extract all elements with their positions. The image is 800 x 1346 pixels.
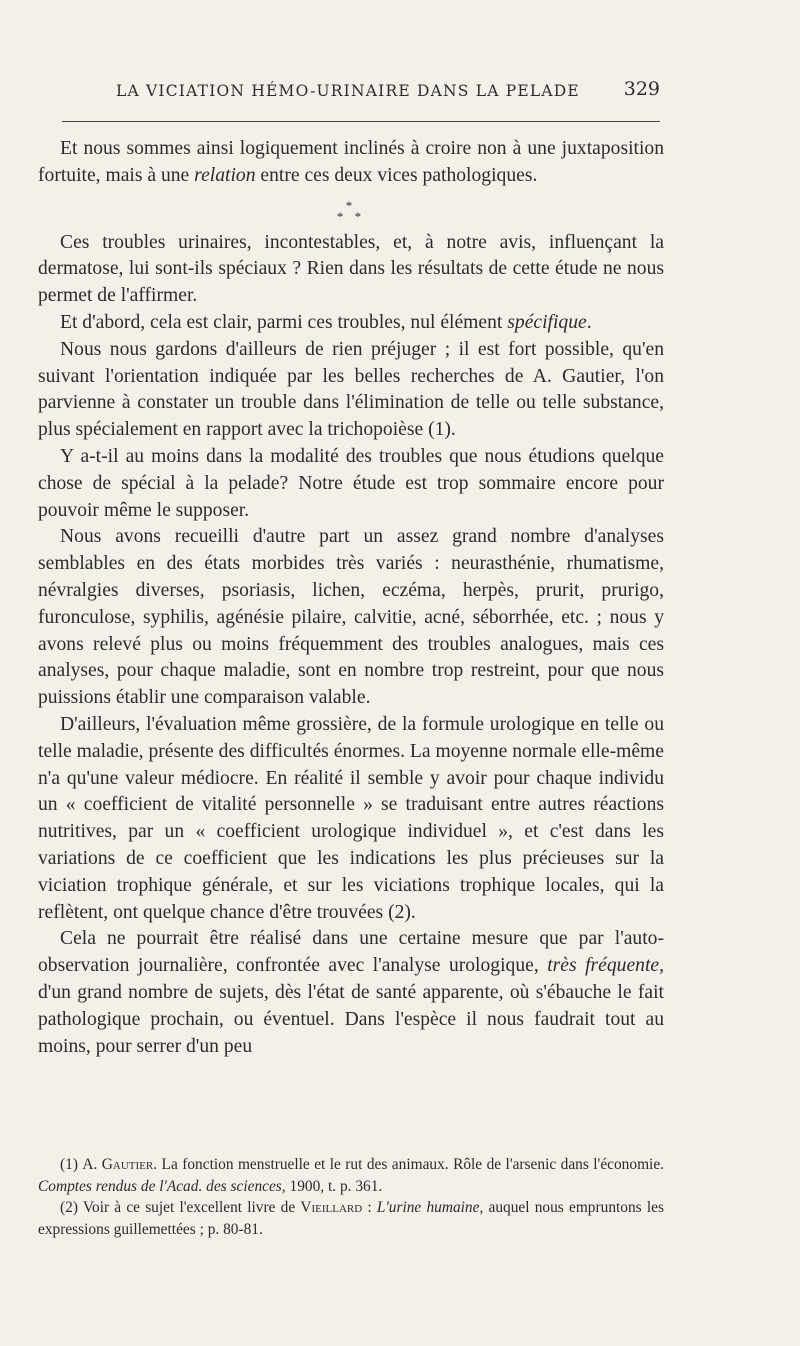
page-header (58, 78, 660, 108)
body-text (38, 136, 664, 1060)
footnote-mark: (2) (60, 1199, 78, 1216)
section-break-asterism (38, 197, 664, 224)
paragraph-8: Cela ne pourrait être réalisé dans une certaine mesure que par l'auto-observation journalière, confrontée avec l'analyse urologique, très fréquente, d'un grand nombre de sujets, dès l'état de santé apparente, où s'ébauche le fait pathologique prochain, ou éventuel. Dans l'espèce il nous faudrait tout au moins, pour serrer d'un peu (38, 928, 664, 1057)
paragraph-3: Et d'abord, cela est clair, parmi ces troubles, nul élément spécifique. (60, 311, 592, 333)
footnote-author: A. Gautier (82, 1156, 154, 1173)
paragraph-5: Y a-t-il au moins dans la modalité des troubles que nous étudions quelque chose de spécial à la pelade? Notre étude est trop sommaire encore pour pouvoir même le supposer. (38, 445, 664, 521)
footnote-author: Vieillard (300, 1199, 363, 1216)
footnote-citation: L'urine humaine (376, 1199, 480, 1216)
footnote-citation: Comptes rendus de l'Acad. des sciences (38, 1177, 282, 1195)
paragraph-6: Nous avons recueilli d'autre part un assez grand nombre d'analyses semblables en des états morbides très variés : neurasthénie, rhumatisme, névralgies diverses, psoriasis, lichen, eczéma, herpès, prurit, prurigo, furonculose, syphilis, agénésie pilaire, calvitie, acné, séborrhée, etc. ; nous y avons relevé plus ou moins fréquemment des troubles analogues, mais ces analyses, pour chaque maladie, sont en nombre trop restreint, pour que nous puissions établir une comparaison valable. (38, 526, 664, 709)
asterism-bottom: * * (336, 208, 366, 224)
paragraph-1: Et nous sommes ainsi logiquement inclinés à croire non à une juxtaposition fortuite, mais à une relation entre ces deux vices pathologiques. (38, 138, 664, 186)
paragraph-7: D'ailleurs, l'évaluation même grossière, de la formule urologique en telle ou telle maladie, présente des difficultés énormes. La moyenne normale elle-même n'a qu'une valeur médiocre. En réalité il semble y avoir pour chaque individu un « coefficient de vitalité personnelle » se traduisant entre autres réactions nutritives, par un « coefficient urologique individuel », et c'est dans les variations de ce coefficient que les indications les plus précieuses sur la viciation trophique générale, et sur les viciations trophique locales, qui la reflètent, ont quelque chance d'être trouvées (2). (38, 713, 664, 923)
header-rule (62, 121, 660, 122)
footnote-1: (1) A. Gautier. La fonction menstruelle et le rut des animaux. Rôle de l'arsenic dans l'économie. Comptes rendus de l'Acad. des sciences, 1900, t. p. 361. (38, 1156, 664, 1195)
paragraph-4: Nous nous gardons d'ailleurs de rien préjuger ; il est fort possible, qu'en suivant l'orientation indiquée par les belles recherches de A. Gautier, l'on parvienne à constater un trouble dans l'élimination de telle ou telle substance, plus spécialement en rapport avec la trichopoièse (1). (38, 338, 664, 441)
page-number: 329 (623, 78, 660, 100)
paragraph-2: Ces troubles urinaires, incontestables, et, à notre avis, influençant la dermatose, lui sont-ils spéciaux ? Rien dans les résultats de cette étude ne nous permet de l'affirmer. (38, 231, 664, 307)
footnotes (38, 1154, 664, 1240)
footnote-mark: (1) (60, 1156, 78, 1173)
asterism-top: * (345, 197, 357, 213)
footnote-2: (2) Voir à ce sujet l'excellent livre de Vieillard : L'urine humaine, auquel nous empruntons les expressions guillemettées ; p. 80-81. (38, 1199, 664, 1238)
running-title: LA VICIATION HÉMO-URINAIRE DANS LA PELADE (116, 82, 580, 100)
